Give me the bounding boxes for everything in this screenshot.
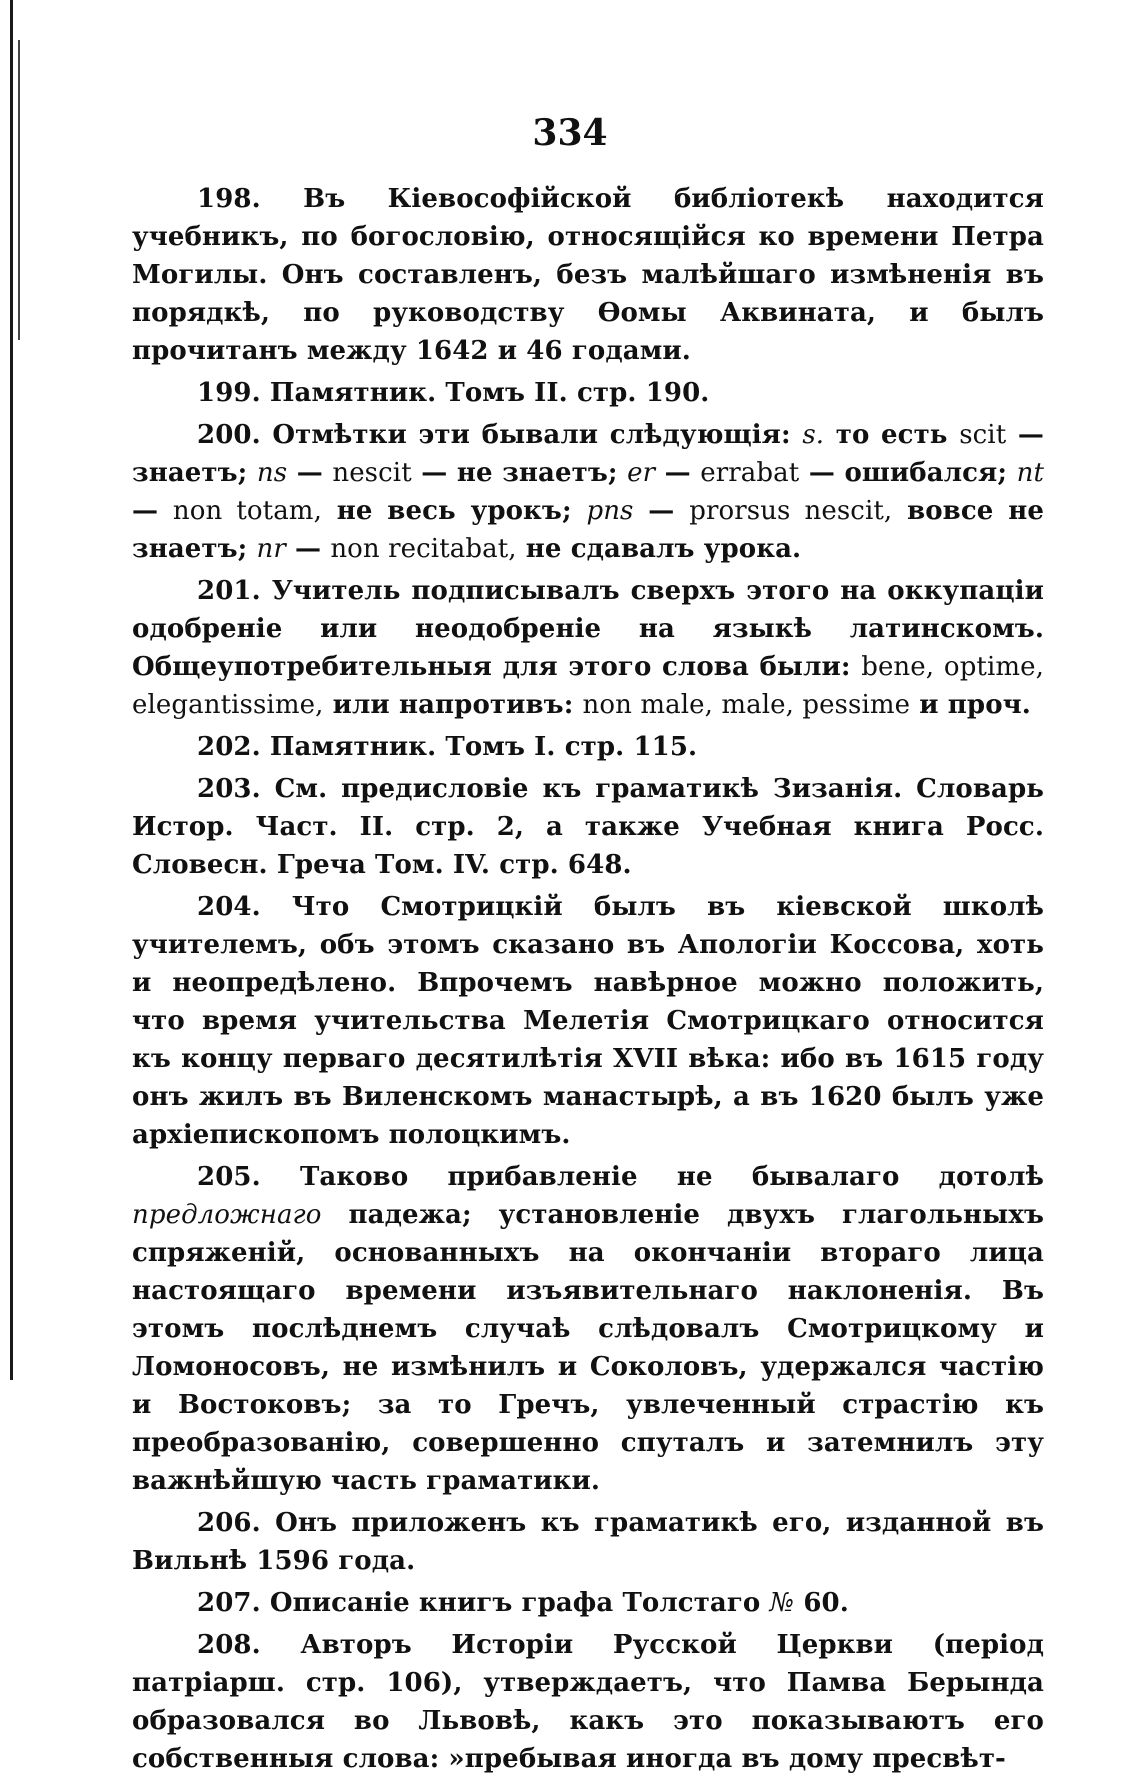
footnote-text: Онъ приложенъ къ граматикѣ его, изданной въ Вильнѣ 1596 года. [132,1508,1044,1576]
footnotes-body [132,180,1044,1782]
footnote-200 [132,416,1044,568]
footnote-text: вовсе не знаетъ; [132,496,1044,564]
footnote-text: падежа; установленіе двухъ глагольныхъ спряженій, основанныхъ на окончаніи втораго лица настоящаго времени изъявительнаго наклоненія. Въ этомъ послѣднемъ случаѣ слѣдовалъ Смотрицкому и Ломоносовъ, не измѣнилъ и Соколовъ, удержался частію и Востоковъ; за то Гречъ, увлеченный страстію къ преобразованію, совершенно спуталъ и затемнилъ эту важнѣйшую часть граматики. [132,1200,1044,1496]
footnote-204 [132,888,1044,1154]
footnote-latin-text: errabat [700,458,800,488]
footnote-number: 201. [197,576,272,606]
footnote-text: Что Смотрицкій былъ въ кіевской школѣ учителемъ, объ этомъ сказано въ Апологіи Коссова, хоть и неопредѣлено. Впрочемъ навѣрное можно положить, что время учительства Мелетія Смотрицкаго относится къ концу перваго десятилѣтія XVII вѣка: ибо въ 1615 году онъ жилъ въ Виленскомъ манастырѣ, а въ 1620 былъ уже архіепископомъ полоцкимъ. [132,892,1044,1150]
footnote-text: — [132,496,173,526]
footnote-text: Авторъ Исторіи Русской Церкви (період патріарш. стр. 106), утверждаетъ, что Памва Берында образовался во Львовѣ, какъ это показываютъ его собственныя слова: »пребывая иногда въ дому пресвѣт- [132,1630,1044,1774]
page-binding-shadow [18,40,20,340]
footnote-number: 206. [197,1508,276,1538]
footnote-text: не сдавалъ урока. [516,534,802,564]
footnote-text: — [655,458,701,488]
footnote-latin-text: non recitabat, [330,534,517,564]
footnote-201 [132,572,1044,724]
footnote-208 [132,1626,1044,1778]
footnote-text: Памятник. Томъ I. стр. 115. [269,732,698,762]
footnote-text: — знаетъ; [132,420,1044,488]
footnote-latin-text: non male, male, pessime [582,690,911,720]
footnote-text: Учитель подписывалъ сверхъ этого на оккупаціи одобреніе или неодобреніе на языкѣ латинскомъ. Общеупотребительныя для этого слова были: [132,576,1044,682]
footnote-number: 198. [197,184,304,214]
footnote-207 [132,1584,1044,1622]
footnote-italic-text: nt [1016,458,1044,488]
footnote-italic-text: er [627,458,656,488]
footnote-number: 208. [197,1630,301,1660]
page-number: 334 [532,112,608,154]
footnote-205 [132,1158,1044,1500]
footnote-text: — не знаетъ; [411,458,628,488]
footnote-text: См. предисловіе къ граматикѣ Зизанія. Словарь Истор. Част. II. стр. 2, а также Учебная книга Росс. Словесн. Греча Том. IV. стр. 648. [132,774,1044,880]
footnote-italic-text: nr [256,534,286,564]
footnote-latin-text: scit [959,420,1007,450]
footnote-italic-text: № [769,1588,795,1618]
footnote-italic-text: ns [256,458,288,488]
footnote-latin-text: bene, optime, elegantissime, [132,652,1045,720]
footnote-number: 207. [197,1588,270,1618]
footnote-text: не весь урокъ; [321,496,587,526]
footnote-italic-text: предложнаго [132,1200,322,1230]
footnote-206 [132,1504,1044,1580]
footnote-text: Таково прибавленіе не бывалаго дотолѣ [299,1162,1044,1192]
footnote-text: — [633,496,690,526]
footnote-199 [132,374,1044,412]
footnote-203 [132,770,1044,884]
footnote-text: то есть [824,420,960,450]
footnote-text: — [287,458,333,488]
page-binding-edge [10,0,13,1380]
footnote-text: — [285,534,331,564]
footnote-text: Въ Кіевософійской библіотекѣ находится учебникъ, по богословію, относящійся ко времени Петра Могилы. Онъ составленъ, безъ малѣйшаго измѣненія въ порядкѣ, по руководству Ѳомы Аквината, и былъ прочитанъ между 1642 и 46 годами. [132,184,1044,366]
footnote-number: 204. [197,892,292,922]
footnote-latin-text: non totam, [172,496,322,526]
footnote-text: Отмѣтки эти бывали слѣдующія: [272,420,803,450]
footnote-text: и проч. [910,690,1031,720]
footnote-number: 203. [197,774,275,804]
footnote-202 [132,728,1044,766]
footnote-italic-text: pns [586,496,634,526]
footnote-text: 60. [794,1588,849,1618]
footnote-text: Памятник. Томъ II. стр. 190. [269,378,710,408]
footnote-198 [132,180,1044,370]
footnote-italic-text: s. [802,420,825,450]
footnote-number: 199. [197,378,270,408]
footnote-text: — ошибался; [799,458,1017,488]
footnote-latin-text: prorsus nescit, [689,496,893,526]
footnote-text: Описаніе книгъ графа Толстаго [269,1588,770,1618]
footnote-number: 200. [197,420,273,450]
footnote-latin-text: nescit [332,458,412,488]
footnote-number: 205. [197,1162,300,1192]
footnote-text: или напротивъ: [323,690,583,720]
footnote-number: 202. [197,732,270,762]
